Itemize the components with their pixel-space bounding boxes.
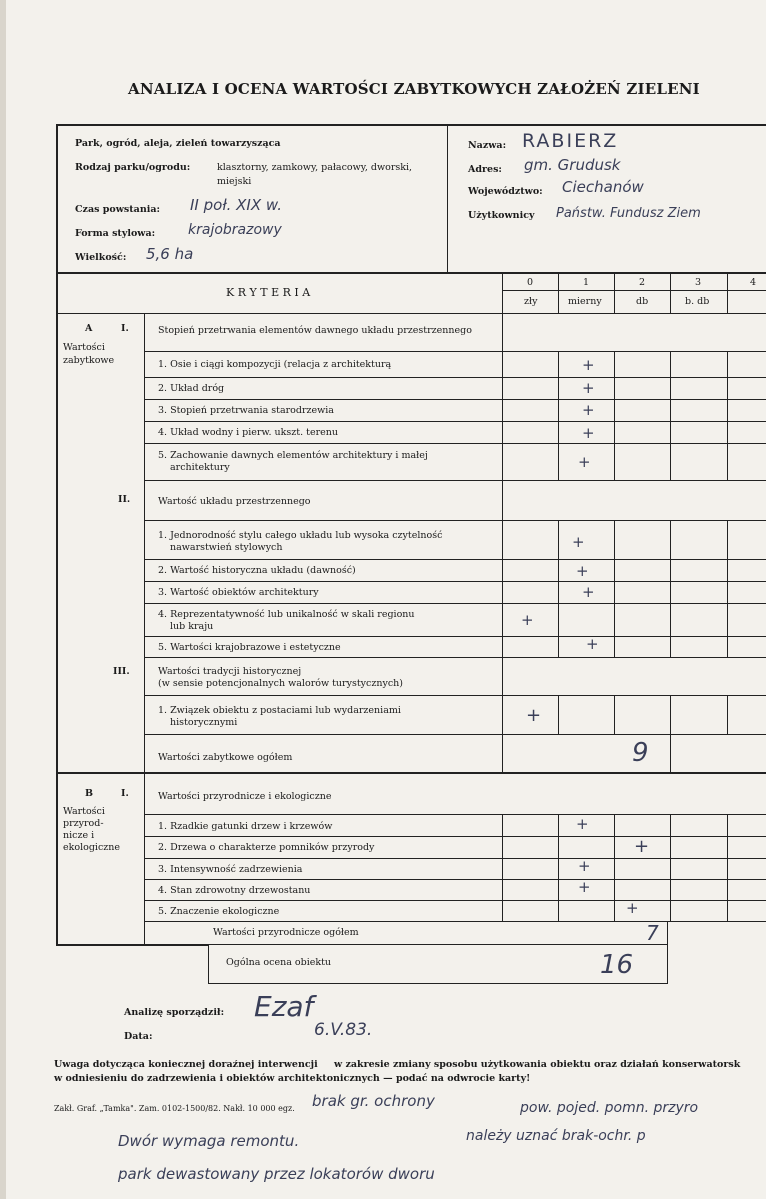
rodzaj-label: Rodzaj parku/ogrodu: [75,162,191,173]
uwaga-bold: Uwaga dotycząca koniecznej doraźnej interwencji [54,1059,318,1070]
b-item-5: 5. Znaczenie ekologiczne [158,906,280,917]
b-title: Wartości przyrodnicze i ekologiczne [158,791,332,802]
uzytkownicy-value: Państw. Fundusz Ziem [556,206,701,221]
scale-num-3: 3 [695,277,702,288]
row-line-b4 [144,900,766,901]
a-i-title: Stopień przetrwania elementów dawnego układu przestrzennego [158,325,472,336]
scale-word-mierny: mierny [568,296,602,307]
scale-num-4: 4 [750,277,757,288]
nazwa-value: RABIERZ [522,130,619,152]
overall-right [667,921,668,984]
col-line-b3 [670,814,671,922]
mark-b-4: + [578,878,591,896]
row-line-b5 [144,921,766,922]
overall-value: 16 [600,950,634,980]
row-line-a6 [144,559,766,560]
b-item-2: 2. Drzewa o charakterze pomników przyrody [158,842,375,853]
wielkosc-label: Wielkość: [75,252,127,263]
mark-b-3: + [578,857,591,875]
row-line-b2 [144,858,766,859]
section-b-roman-1: I. [121,788,129,799]
row-line-a7 [144,581,766,582]
row-line-a4 [144,443,766,444]
title-row-cover-ii [503,481,766,520]
col-line-b0 [502,814,503,922]
mark-a-ii-5: + [586,635,599,653]
a-i-item-5: 5. Zachowanie dawnych elementów architektury i małej [158,450,428,461]
note-1a: brak gr. ochrony [312,1092,435,1110]
document-title: ANALIZA I OCENA WARTOŚCI ZABYTKOWYCH ZAŁOŻEŃ ZIELENI [128,80,700,98]
row-line-a-ii-title [144,520,766,521]
a-ii-item-1b: nawarstwień stylowych [170,542,283,553]
mark-a-iii-1: + [526,705,542,726]
mark-a-i-3: + [582,401,595,419]
note-1b: pow. pojed. pomn. przyro [520,1100,699,1116]
row-line-b1 [144,836,766,837]
row-line-a1 [144,377,766,378]
row-line-b-total [208,944,668,945]
mark-b-1: + [576,815,589,833]
a-iii-title-2: (w sensie potencjonalnych walorów turystycznych) [158,678,403,689]
row-line-a-iii-title [144,695,766,696]
analiza-signature: Ezaf [254,990,314,1023]
scale-word-zly: zły [524,296,538,307]
a-i-item-3: 3. Stopień przetrwania starodrzewia [158,405,334,416]
document-page [6,0,766,1199]
forma-value: krajobrazowy [188,222,282,238]
kryteria-heading: K R Y T E R I A [226,286,311,299]
table-border-bottom-a [56,944,208,946]
wielkosc-value: 5,6 ha [146,245,194,263]
a-ii-item-1: 1. Jednorodność stylu całego układu lub wysoka czytelność [158,530,443,541]
section-label-divider [144,313,145,945]
rodzaj-value: klasztorny, zamkowy, pałacowy, dworski, [217,162,413,173]
adres-value: gm. Grudusk [524,156,621,174]
a-i-item-2: 2. Układ dróg [158,383,225,394]
a-ii-item-3: 3. Wartość obiektów architektury [158,587,319,598]
section-b-label-4: ekologiczne [63,842,121,853]
scale-num-0: 0 [527,277,534,288]
table-border-top [56,124,766,126]
note-2b: należy uznać brak-ochr. p [466,1128,646,1144]
uwaga-line-2: w odniesieniu do zadrzewienia i obiektów architektonicznych — podać na odwrocie karty! [54,1073,531,1084]
wojewodztwo-label: Województwo: [468,186,543,197]
czas-value: II poł. XIX w. [190,196,282,214]
row-line-a3 [144,421,766,422]
rodzaj-value-2: miejski [217,176,252,187]
mark-a-i-2: + [582,379,595,397]
header-divider-v [447,126,448,273]
print-info: Zakł. Graf. „Tamka". Zam. 0102-1500/82. Nakł. 10 000 egz. [54,1104,295,1113]
row-line-a2 [144,399,766,400]
forma-label: Forma stylowa: [75,228,156,239]
mark-b-2: + [634,836,650,857]
total-row-cover-a2 [671,735,766,772]
a-total-label: Wartości zabytkowe ogółem [158,752,293,763]
section-a-label-2: zabytkowe [63,355,115,366]
a-i-item-4: 4. Układ wodny i pierw. ukszt. terenu [158,427,338,438]
section-b-label-1: Wartości [63,806,105,817]
a-ii-item-2: 2. Wartość historyczna układu (dawność) [158,565,356,576]
col-line-b4 [727,814,728,922]
a-ii-title: Wartość układu przestrzennego [158,496,311,507]
a-iii-item-1: 1. Związek obiektu z postaciami lub wydarzeniami [158,705,401,716]
mark-a-ii-4: + [521,611,534,629]
a-ii-item-4b: lub kraju [170,621,214,632]
scale-word-db: db [636,296,649,307]
col-line-b1 [558,814,559,922]
section-a-label-1: Wartości [63,342,105,353]
b-total-value: 7 [646,921,659,945]
section-b-letter: B [85,788,94,799]
overall-left [208,944,209,984]
section-a-letter: A [85,323,93,334]
adres-label: Adres: [468,164,502,175]
mark-a-ii-1: + [572,533,585,551]
row-line-b3 [144,879,766,880]
row-line-a9 [144,636,766,637]
mark-a-i-1: + [582,356,595,374]
row-line-a8 [144,603,766,604]
title-row-cover-iii [503,658,766,695]
mark-a-ii-3: + [582,583,595,601]
data-value: 6.V.83. [314,1020,373,1040]
row-line-b-title [144,814,766,815]
b-item-3: 3. Intensywność zadrzewienia [158,864,303,875]
scale-word-bdb: b. db [685,296,710,307]
a-ii-item-4: 4. Reprezentatywność lub unikalność w skali regionu [158,609,415,620]
b-item-1: 1. Rzadkie gatunki drzew i krzewów [158,821,333,832]
b-item-4: 4. Stan zdrowotny drzewostanu [158,885,311,896]
mark-a-i-4: + [582,424,595,442]
note-2a: Dwór wymaga remontu. [118,1132,300,1150]
a-total-value: 9 [632,738,649,768]
section-a-roman-1: I. [121,323,129,334]
data-label: Data: [124,1031,153,1042]
mark-b-5: + [626,899,639,917]
a-iii-item-1b: historycznymi [170,717,238,728]
section-b-label-2: przyrod- [63,818,104,829]
title-row-cover-i [503,314,766,351]
overall-bottom [208,983,668,984]
uwaga-rest: w zakresie zmiany sposobu użytkowania obiektu oraz działań konserwatorsk [334,1059,741,1070]
a-i-item-1: 1. Osie i ciągi kompozycji (relacja z architekturą [158,359,392,370]
a-i-item-5b: architektury [170,462,230,473]
mark-a-i-5: + [578,453,591,471]
note-3: park dewastowany przez lokatorów dworu [118,1165,435,1183]
table-border-left [56,124,58,946]
col-line-b2 [614,814,615,922]
czas-label: Czas powstania: [75,204,160,215]
header-divider-h [56,272,766,274]
row-line-a-i-title [144,351,766,352]
scale-num-1: 1 [583,277,590,288]
wojewodztwo-value: Ciechanów [562,178,644,196]
overall-label: Ogólna ocena obiektu [226,957,332,968]
b-total-label: Wartości przyrodnicze ogółem [213,927,359,938]
row-line-a-total [56,772,766,774]
section-a-roman-2: II. [118,494,131,505]
analiza-label: Analizę sporządził: [124,1007,225,1018]
scale-num-2: 2 [639,277,646,288]
a-iii-title-1: Wartości tradycji historycznej [158,666,302,677]
section-b-label-3: nicze i [63,830,95,841]
a-ii-item-5: 5. Wartości krajobrazowe i estetyczne [158,642,341,653]
mark-a-ii-2: + [576,562,589,580]
uzytkownicy-label: Użytkownicy [468,210,535,221]
nazwa-label: Nazwa: [468,140,507,151]
section-a-roman-3: III. [113,666,130,677]
park-types-label: Park, ogród, aleja, zieleń towarzysząca [75,138,281,149]
